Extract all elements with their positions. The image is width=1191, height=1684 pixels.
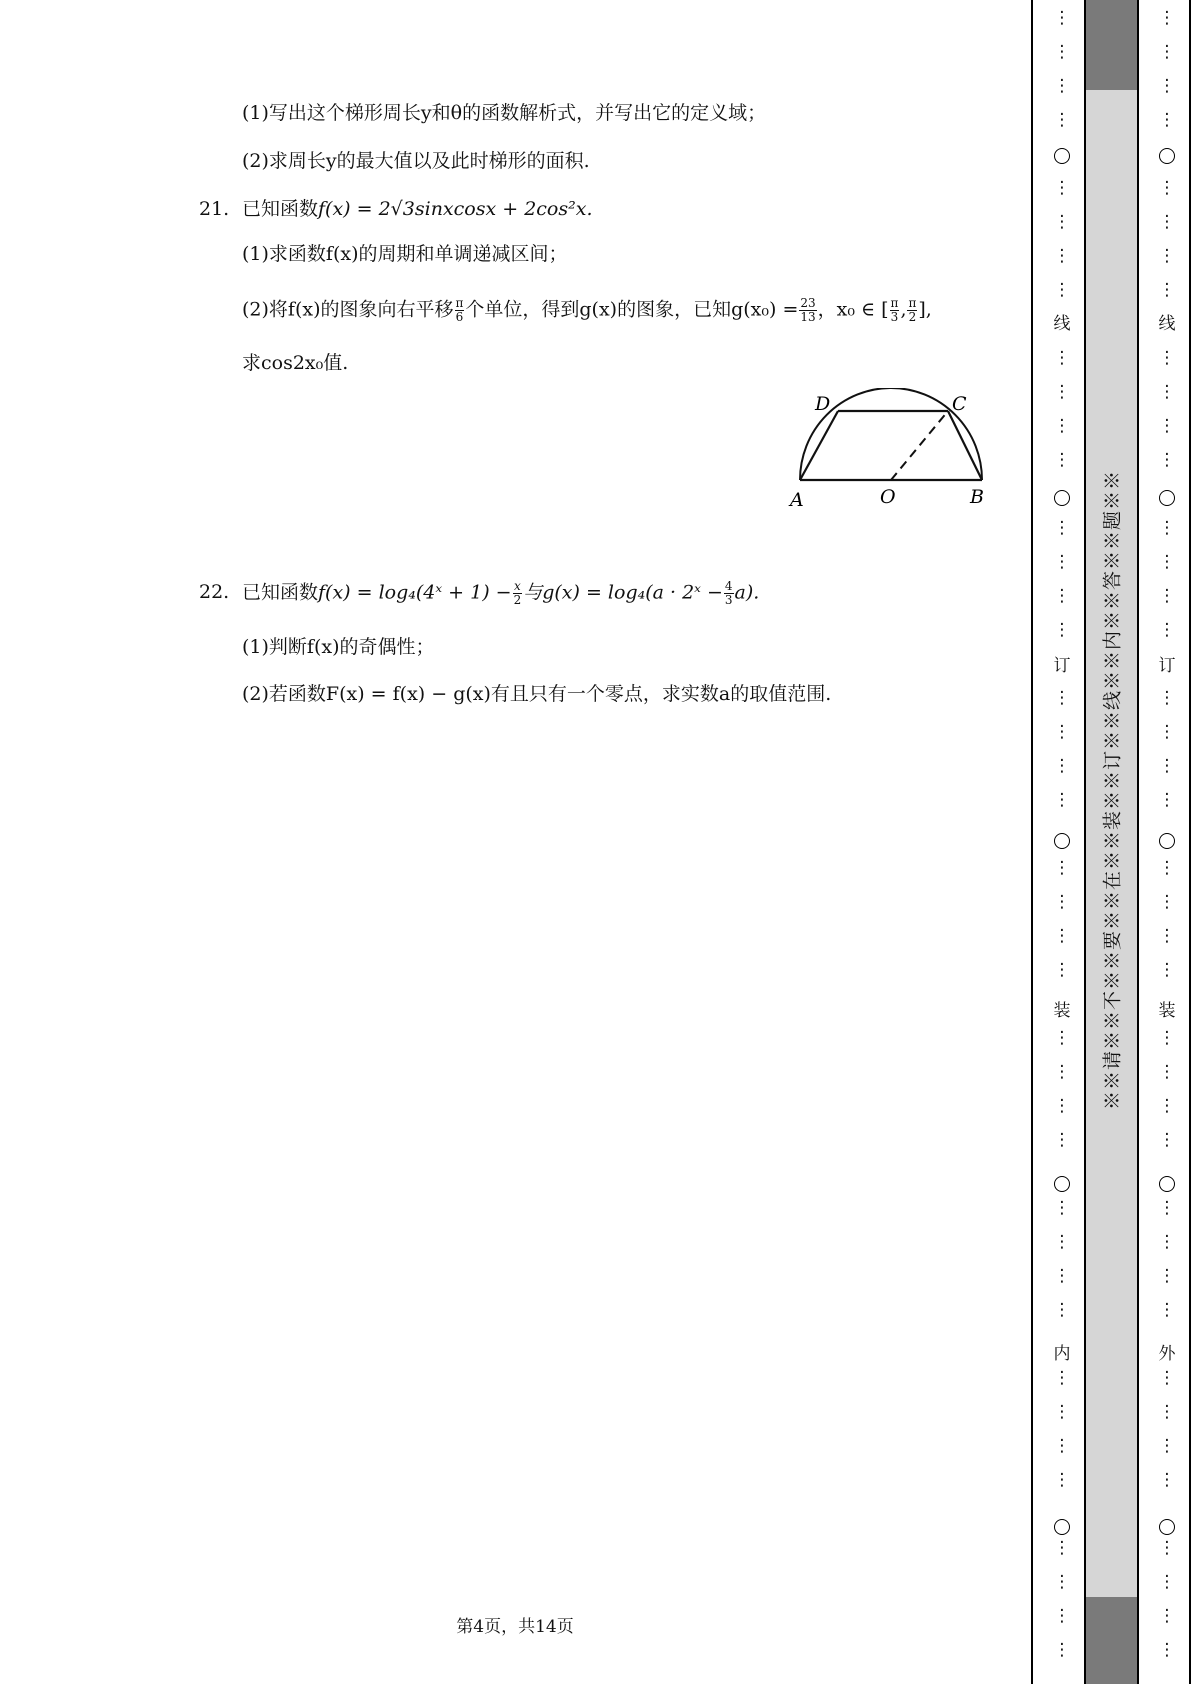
binding-dots: ⋮ xyxy=(1158,1538,1176,1558)
inner-label-nei: 内 xyxy=(1053,1344,1071,1364)
binding-column-outer xyxy=(1150,0,1184,1684)
binding-dots: ⋮ xyxy=(1158,518,1176,538)
binding-band-top-block xyxy=(1085,0,1137,90)
binding-dots: ⋮ xyxy=(1053,416,1071,436)
binding-dots: ⋮ xyxy=(1053,110,1071,130)
binding-dots: ⋮ xyxy=(1158,76,1176,96)
inner-label-zhuang: 装 xyxy=(1053,1001,1071,1021)
label-b: B xyxy=(970,486,984,508)
binding-dots: ⋮ xyxy=(1158,1198,1176,1218)
binding-dots: ⋮ xyxy=(1053,1062,1071,1082)
binding-circle xyxy=(1054,490,1070,506)
binding-dots: ⋮ xyxy=(1053,518,1071,538)
binding-dots: ⋮ xyxy=(1053,450,1071,470)
binding-dots: ⋮ xyxy=(1053,1470,1071,1490)
binding-dots: ⋮ xyxy=(1053,246,1071,266)
binding-circle xyxy=(1054,1176,1070,1192)
binding-dots: ⋮ xyxy=(1053,212,1071,232)
trapezoid-semicircle-figure xyxy=(780,388,1000,518)
binding-dots: ⋮ xyxy=(1158,1470,1176,1490)
binding-dots: ⋮ xyxy=(1053,586,1071,606)
binding-circle xyxy=(1159,1176,1175,1192)
inner-label-ding: 订 xyxy=(1053,656,1071,676)
binding-dots: ⋮ xyxy=(1053,892,1071,912)
binding-dots: ⋮ xyxy=(1158,1300,1176,1320)
page-footer: 第4页，共14页 xyxy=(456,1617,574,1637)
binding-warning: ※※请※※不※※要※※在※※装※※订※※线※※内※※答※※题※※ xyxy=(1101,469,1124,1111)
fraction-pi-over-2: $\frac{\pi}{2}$ xyxy=(908,296,917,324)
outer-label-ding: 订 xyxy=(1158,656,1176,676)
binding-dots: ⋮ xyxy=(1158,756,1176,776)
binding-dots: ⋮ xyxy=(1158,8,1176,28)
binding-dots: ⋮ xyxy=(1158,1640,1176,1660)
binding-dots: ⋮ xyxy=(1158,1096,1176,1116)
q21-part2: (2)将f(x)的图象向右平移 $\frac{\pi}{6}$ 个单位，得到g(x)的图象，已知g(x₀) = $\frac{23}{13}$ ，x₀ ∈ [ $\frac{\pi}{3}$ , $\frac{\pi}{2}$ ], xyxy=(242,296,932,324)
binding-dots: ⋮ xyxy=(1053,1640,1071,1660)
binding-dots: ⋮ xyxy=(1158,858,1176,878)
fraction-4-over-3: $\frac{4}{3}$ xyxy=(724,579,733,607)
q21-number: 21. xyxy=(199,198,230,220)
binding-dots: ⋮ xyxy=(1053,1232,1071,1252)
binding-column-inner xyxy=(1045,0,1079,1684)
binding-dots: ⋮ xyxy=(1053,178,1071,198)
binding-dots: ⋮ xyxy=(1053,1266,1071,1286)
binding-dots: ⋮ xyxy=(1158,926,1176,946)
binding-dots: ⋮ xyxy=(1053,1198,1071,1218)
binding-border-1 xyxy=(1031,0,1033,1684)
binding-dots: ⋮ xyxy=(1053,960,1071,980)
binding-dots: ⋮ xyxy=(1158,892,1176,912)
binding-dots: ⋮ xyxy=(1158,178,1176,198)
q22-part2: (2)若函数F(x) = f(x) − g(x)有且只有一个零点，求实数a的取值范围. xyxy=(242,683,832,705)
outer-label-wai: 外 xyxy=(1158,1344,1176,1364)
binding-dots: ⋮ xyxy=(1158,348,1176,368)
binding-dots: ⋮ xyxy=(1053,620,1071,640)
fraction-pi-over-6: $\frac{\pi}{6}$ xyxy=(455,296,464,324)
q21-stem: 已知函数f(x) = 2√3sinxcosx + 2cos²x. xyxy=(242,198,593,220)
q20-part2: (2)求周长y的最大值以及此时梯形的面积. xyxy=(242,150,590,172)
binding-dots: ⋮ xyxy=(1158,450,1176,470)
binding-dots: ⋮ xyxy=(1158,1062,1176,1082)
binding-dots: ⋮ xyxy=(1158,1402,1176,1422)
binding-dots: ⋮ xyxy=(1158,1606,1176,1626)
binding-dots: ⋮ xyxy=(1158,416,1176,436)
binding-dots: ⋮ xyxy=(1158,790,1176,810)
binding-circle xyxy=(1159,833,1175,849)
binding-circle xyxy=(1054,148,1070,164)
label-d: D xyxy=(815,393,831,415)
binding-dots: ⋮ xyxy=(1053,858,1071,878)
binding-dots: ⋮ xyxy=(1053,1368,1071,1388)
binding-dots: ⋮ xyxy=(1053,280,1071,300)
binding-dots: ⋮ xyxy=(1053,1402,1071,1422)
label-a: A xyxy=(790,489,804,511)
binding-dots: ⋮ xyxy=(1053,926,1071,946)
binding-dots: ⋮ xyxy=(1053,1300,1071,1320)
binding-dots: ⋮ xyxy=(1053,1606,1071,1626)
binding-dots: ⋮ xyxy=(1158,620,1176,640)
binding-band-bottom-block xyxy=(1085,1597,1137,1684)
binding-dots: ⋮ xyxy=(1158,110,1176,130)
binding-border-3 xyxy=(1137,0,1139,1684)
q21-part2-cont: 求cos2x₀值. xyxy=(242,352,349,374)
binding-border-2 xyxy=(1084,0,1086,1684)
binding-dots: ⋮ xyxy=(1158,1266,1176,1286)
binding-circle xyxy=(1159,490,1175,506)
binding-dots: ⋮ xyxy=(1053,688,1071,708)
binding-dots: ⋮ xyxy=(1158,42,1176,62)
binding-circle xyxy=(1054,833,1070,849)
binding-dots: ⋮ xyxy=(1053,756,1071,776)
outer-label-xian: 线 xyxy=(1158,314,1176,334)
binding-dots: ⋮ xyxy=(1053,1096,1071,1116)
binding-dots: ⋮ xyxy=(1158,722,1176,742)
fraction-23-over-13: $\frac{23}{13}$ xyxy=(800,296,816,324)
label-c: C xyxy=(952,393,967,415)
outer-label-zhuang: 装 xyxy=(1158,1001,1176,1021)
binding-dots: ⋮ xyxy=(1158,552,1176,572)
binding-dots: ⋮ xyxy=(1158,586,1176,606)
binding-circle xyxy=(1159,148,1175,164)
binding-dots: ⋮ xyxy=(1053,8,1071,28)
binding-dots: ⋮ xyxy=(1158,1130,1176,1150)
binding-dots: ⋮ xyxy=(1158,1572,1176,1592)
binding-dots: ⋮ xyxy=(1158,382,1176,402)
binding-dots: ⋮ xyxy=(1158,960,1176,980)
binding-dots: ⋮ xyxy=(1053,382,1071,402)
binding-dots: ⋮ xyxy=(1053,42,1071,62)
binding-dots: ⋮ xyxy=(1158,246,1176,266)
binding-dots: ⋮ xyxy=(1053,1572,1071,1592)
binding-circle xyxy=(1054,1519,1070,1535)
binding-dots: ⋮ xyxy=(1158,1368,1176,1388)
q22-stem: 已知函数f(x) = log₄(4ˣ + 1) − $\frac{x}{2}$ 与g(x) = log₄(a · 2ˣ − $\frac{4}{3}$ a). xyxy=(242,579,760,607)
fraction-pi-over-3: $\frac{\pi}{3}$ xyxy=(890,296,899,324)
label-o: O xyxy=(880,486,896,508)
binding-dots: ⋮ xyxy=(1053,1538,1071,1558)
binding-dots: ⋮ xyxy=(1053,76,1071,96)
q22-number: 22. xyxy=(199,581,230,603)
binding-circle xyxy=(1159,1519,1175,1535)
q22-part1: (1)判断f(x)的奇偶性； xyxy=(242,636,435,658)
q20-part1: (1)写出这个梯形周长y和θ的函数解析式，并写出它的定义域； xyxy=(242,102,767,124)
fraction-x-over-2: $\frac{x}{2}$ xyxy=(513,579,522,607)
q21-part1: (1)求函数f(x)的周期和单调递减区间； xyxy=(242,243,568,265)
inner-label-xian: 线 xyxy=(1053,314,1071,334)
binding-dots: ⋮ xyxy=(1053,1130,1071,1150)
binding-dots: ⋮ xyxy=(1158,280,1176,300)
binding-dots: ⋮ xyxy=(1053,722,1071,742)
binding-dots: ⋮ xyxy=(1158,1436,1176,1456)
binding-dots: ⋮ xyxy=(1158,1232,1176,1252)
binding-dots: ⋮ xyxy=(1158,1028,1176,1048)
binding-dots: ⋮ xyxy=(1158,688,1176,708)
binding-dots: ⋮ xyxy=(1053,348,1071,368)
binding-dots: ⋮ xyxy=(1158,212,1176,232)
binding-dots: ⋮ xyxy=(1053,1436,1071,1456)
binding-dots: ⋮ xyxy=(1053,552,1071,572)
binding-dots: ⋮ xyxy=(1053,790,1071,810)
binding-dots: ⋮ xyxy=(1053,1028,1071,1048)
